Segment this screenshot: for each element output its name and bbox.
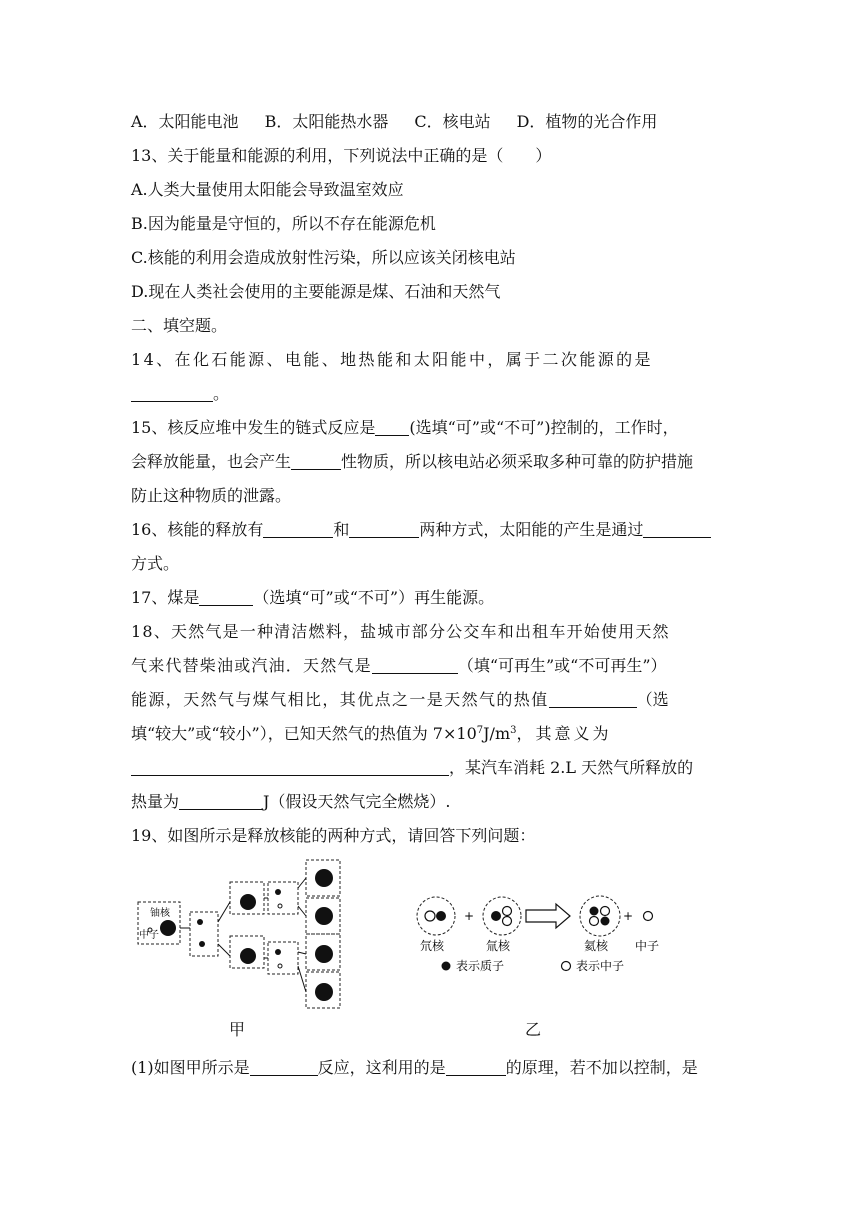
q16-blank-2[interactable]	[349, 521, 419, 538]
q13-option-b: B.因为能量是守恒的，所以不存在能源危机	[131, 214, 436, 233]
q17-blank[interactable]	[199, 589, 253, 606]
fusion-plus-1: +	[464, 909, 475, 923]
q18-line5: ，某汽车消耗 2.L 天然气所释放的	[131, 758, 693, 780]
figure-jia-caption: 甲	[229, 1020, 246, 1039]
q12-option-c: C．核电站	[414, 112, 491, 131]
q16-line2: 方式。	[131, 554, 180, 573]
deuterium-label: 氘核	[420, 939, 445, 953]
fusion-plus-2: +	[623, 909, 634, 923]
q13-option-c: C.核能的利用会造成放射性污染，所以应该关闭核电站	[131, 248, 516, 267]
figure-fission-chain	[130, 858, 350, 1018]
q18-line3: 能源，天然气与煤气相比，其优点之一是天然气的热值 （选	[131, 690, 669, 709]
q19-stem: 19、如图所示是释放核能的两种方式，请回答下列问题：	[131, 826, 536, 845]
q19-1-blank-2[interactable]	[446, 1059, 506, 1076]
q15-line1: 15、核反应堆中发生的链式反应是 (选填“可”或“不可”)控制的，工作时，	[131, 418, 679, 437]
q12-option-d: D．植物的光合作用	[516, 112, 658, 131]
uranium-label: 铀核	[150, 908, 170, 919]
q17-line: 17、煤是 （选填“可”或“不可”）再生能源。	[131, 588, 495, 607]
q18-blank-4[interactable]	[179, 793, 263, 810]
q13-option-a: A.人类大量使用太阳能会导致温室效应	[131, 180, 404, 199]
q18-blank-3[interactable]	[131, 759, 449, 776]
q13-option-d: D.现在人类社会使用的主要能源是煤、石油和天然气	[131, 282, 501, 301]
section-heading-fill-in: 二、填空题。	[131, 316, 228, 335]
neutron-product-label: 中子	[635, 939, 660, 953]
tritium-label: 氚核	[486, 939, 511, 953]
q18-line4: 填“较大”或“较小”），已知天然气的热值为 $7\times 10^7J/m^3$，其意义为	[131, 724, 612, 743]
q15-blank-1[interactable]	[375, 419, 409, 436]
q14-text: 14、在化石能源、电能、地热能和太阳能中，属于二次能源的是	[131, 350, 653, 369]
q15-blank-2[interactable]	[291, 453, 341, 470]
figure-fusion	[408, 890, 688, 980]
q16-line1: 16、核能的释放有 和 两种方式，太阳能的产生是通过	[131, 520, 711, 542]
legend-proton: 表示质子	[456, 959, 505, 973]
neutron-label: 中子	[139, 930, 159, 941]
q14-answer-line: 。	[131, 384, 229, 406]
legend-neutron: 表示中子	[576, 959, 625, 973]
q19-1-blank-1[interactable]	[250, 1059, 318, 1076]
q18-line6: 热量为 J（假设天然气完全燃烧）.	[131, 792, 451, 811]
q12-options	[131, 112, 657, 134]
q16-blank-3[interactable]	[643, 521, 711, 538]
q18-blank-2[interactable]	[549, 691, 637, 708]
q14-blank[interactable]	[131, 385, 213, 402]
q12-option-a: A．太阳能电池	[131, 112, 239, 131]
q16-blank-1[interactable]	[263, 521, 333, 538]
q13-stem: 13、关于能量和能源的利用，下列说法中正确的是（ ）	[131, 146, 552, 165]
q18-line2: 气来代替柴油或汽油．天然气是 （填“可再生”或“不可再生”）	[131, 656, 667, 675]
q15-line2: 会释放能量，也会产生 性物质，所以核电站必须采取多种可靠的防护措施	[131, 452, 694, 471]
q19-part1: (1)如图甲所示是 反应，这利用的是 的原理，若不加以控制，是	[131, 1058, 698, 1077]
q18-line1: 18、天然气是一种清洁燃料，盐城市部分公交车和出租车开始使用天然	[131, 622, 670, 641]
q15-line3: 防止这种物质的泄露。	[131, 486, 292, 505]
q12-option-b: B．太阳能热水器	[264, 112, 389, 131]
figure-yi-caption: 乙	[525, 1020, 542, 1039]
q18-blank-1[interactable]	[372, 657, 458, 674]
helium-label: 氦核	[584, 939, 609, 953]
